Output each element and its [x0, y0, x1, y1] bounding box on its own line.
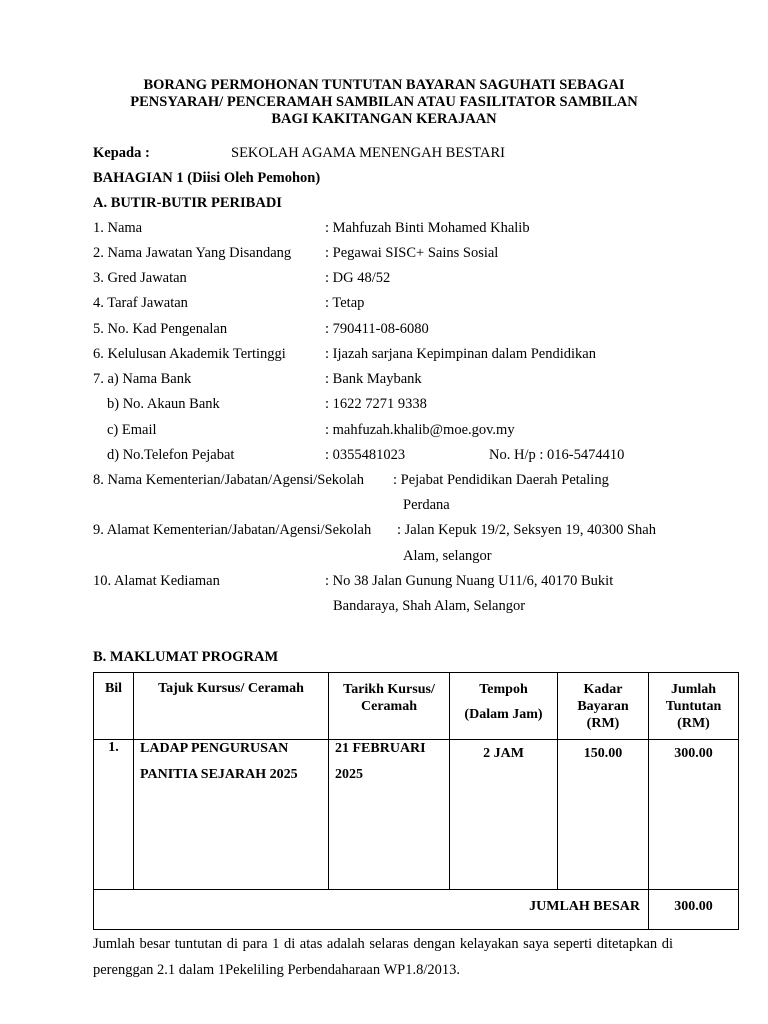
kementerian-value-line-2: Perdana [403, 497, 450, 513]
title-line-3: BAGI KAKITANGAN KERAJAAN [271, 111, 497, 127]
header-jumlah-line-2: Tuntutan [665, 699, 722, 714]
gred-value: : DG 48/52 [325, 270, 391, 286]
kad-pengenalan-label: 5. No. Kad Pengenalan [93, 321, 228, 337]
header-tajuk [134, 673, 329, 740]
row-tempoh [450, 740, 558, 890]
jawatan-value: : Pegawai SISC+ Sains Sosial [325, 245, 499, 261]
row-kadar [558, 740, 649, 890]
header-jumlah [649, 673, 739, 740]
total-value: 300.00 [674, 899, 713, 914]
row-tempoh-text: 2 JAM [483, 746, 524, 761]
total-value-cell [649, 890, 739, 930]
section-b-heading: B. MAKLUMAT PROGRAM [93, 649, 279, 665]
kementerian-label: 8. Nama Kementerian/Jabatan/Agensi/Sekolah [93, 472, 364, 488]
nama-value: : Mahfuzah Binti Mohamed Khalib [325, 220, 530, 236]
row-tarikh-line-1: 21 FEBRUARI [335, 741, 426, 756]
bank-value: : Bank Maybank [325, 371, 422, 387]
kepada-value: SEKOLAH AGAMA MENENGAH BESTARI [231, 145, 505, 161]
header-tarikh [329, 673, 450, 740]
kepada-label: Kepada : [93, 145, 150, 161]
title-line-2: PENSYARAH/ PENCERAMAH SAMBILAN ATAU FASILITATOR SAMBILAN [130, 94, 638, 110]
table-header-row [94, 673, 739, 740]
handphone-value: No. H/p : 016-5474410 [489, 447, 625, 463]
email-label: c) Email [107, 422, 157, 438]
total-label: JUMLAH BESAR [529, 899, 640, 914]
row-tajuk [134, 740, 329, 890]
section-a-heading: A. BUTIR-BUTIR PERIBADI [93, 195, 282, 211]
alamat-kementerian-value-line-1: : Jalan Kepuk 19/2, Seksyen 19, 40300 Shah [397, 522, 656, 538]
row-tarikh-line-2: 2025 [335, 767, 363, 782]
row-kadar-text: 150.00 [583, 746, 623, 761]
row-tajuk-line-1: LADAP PENGURUSAN [140, 741, 289, 756]
table-total-row [94, 890, 739, 930]
email-value: : mahfuzah.khalib@moe.gov.my [325, 422, 515, 438]
row-jumlah-text: 300.00 [674, 746, 713, 761]
row-bil-text: 1. [108, 740, 119, 755]
header-kadar-line-3: (RM) [586, 716, 620, 731]
header-bil-text: Bil [104, 681, 123, 696]
alamat-kementerian-label: 9. Alamat Kementerian/Jabatan/Agensi/Sekolah [93, 522, 372, 538]
header-tempoh [450, 673, 558, 740]
alamat-kementerian-value-line-2: Alam, selangor [403, 548, 492, 564]
header-kadar-line-2: Bayaran [577, 699, 629, 714]
row-jumlah [649, 740, 739, 890]
row-tarikh [329, 740, 450, 890]
header-tajuk-text: Tajuk Kursus/ Ceramah [158, 681, 304, 696]
bank-label: 7. a) Nama Bank [93, 371, 192, 387]
header-jumlah-line-1: Jumlah [670, 682, 717, 697]
program-table [93, 672, 739, 930]
total-label-cell [94, 890, 649, 930]
header-tempoh-line-2: (Dalam Jam) [464, 707, 543, 722]
bahagian-heading: BAHAGIAN 1 (Diisi Oleh Pemohon) [93, 170, 321, 186]
header-tarikh-line-1: Tarikh Kursus/ [343, 682, 435, 697]
header-kadar [558, 673, 649, 740]
nama-label: 1. Nama [93, 220, 143, 236]
gred-label: 3. Gred Jawatan [93, 270, 187, 286]
taraf-value: : Tetap [325, 295, 365, 311]
row-bil [94, 740, 134, 890]
kementerian-value-line-1: : Pejabat Pendidikan Daerah Petaling [393, 472, 609, 488]
kelulusan-value: : Ijazah sarjana Kepimpinan dalam Pendidikan [325, 346, 596, 362]
header-bil [94, 673, 134, 740]
akaun-value: : 1622 7271 9338 [325, 396, 427, 412]
kad-pengenalan-value: : 790411-08-6080 [325, 321, 429, 337]
form-title [60, 77, 708, 128]
kelulusan-label: 6. Kelulusan Akademik Tertinggi [93, 346, 286, 362]
telefon-label: d) No.Telefon Pejabat [107, 447, 235, 463]
alamat-kediaman-value-line-1: : No 38 Jalan Gunung Nuang U11/6, 40170 Bukit [325, 573, 614, 589]
alamat-kediaman-value-line-2: Bandaraya, Shah Alam, Selangor [333, 598, 526, 614]
header-jumlah-line-3: (RM) [677, 716, 710, 731]
row-tajuk-line-2: PANITIA SEJARAH 2025 [140, 767, 298, 782]
header-tempoh-line-1: Tempoh [479, 682, 528, 697]
akaun-label: b) No. Akaun Bank [107, 396, 220, 412]
title-line-1: BORANG PERMOHONAN TUNTUTAN BAYARAN SAGUHATI SEBAGAI [143, 77, 625, 93]
telefon-value: : 0355481023 [325, 447, 406, 463]
alamat-kediaman-label: 10. Alamat Kediaman [93, 573, 220, 589]
header-kadar-line-1: Kadar [583, 682, 623, 697]
header-tarikh-line-2: Ceramah [361, 699, 417, 714]
footer-statement: Jumlah besar tuntutan di para 1 di atas adalah selaras dengan kelayakan saya seperti ditetapkan di perenggan 2.1 dalam 1Pekeliling Perbendaharaan WP1.8/2013. [93, 936, 673, 978]
jawatan-label: 2. Nama Jawatan Yang Disandang [93, 245, 292, 261]
table-row [94, 740, 739, 890]
taraf-label: 4. Taraf Jawatan [93, 295, 188, 311]
